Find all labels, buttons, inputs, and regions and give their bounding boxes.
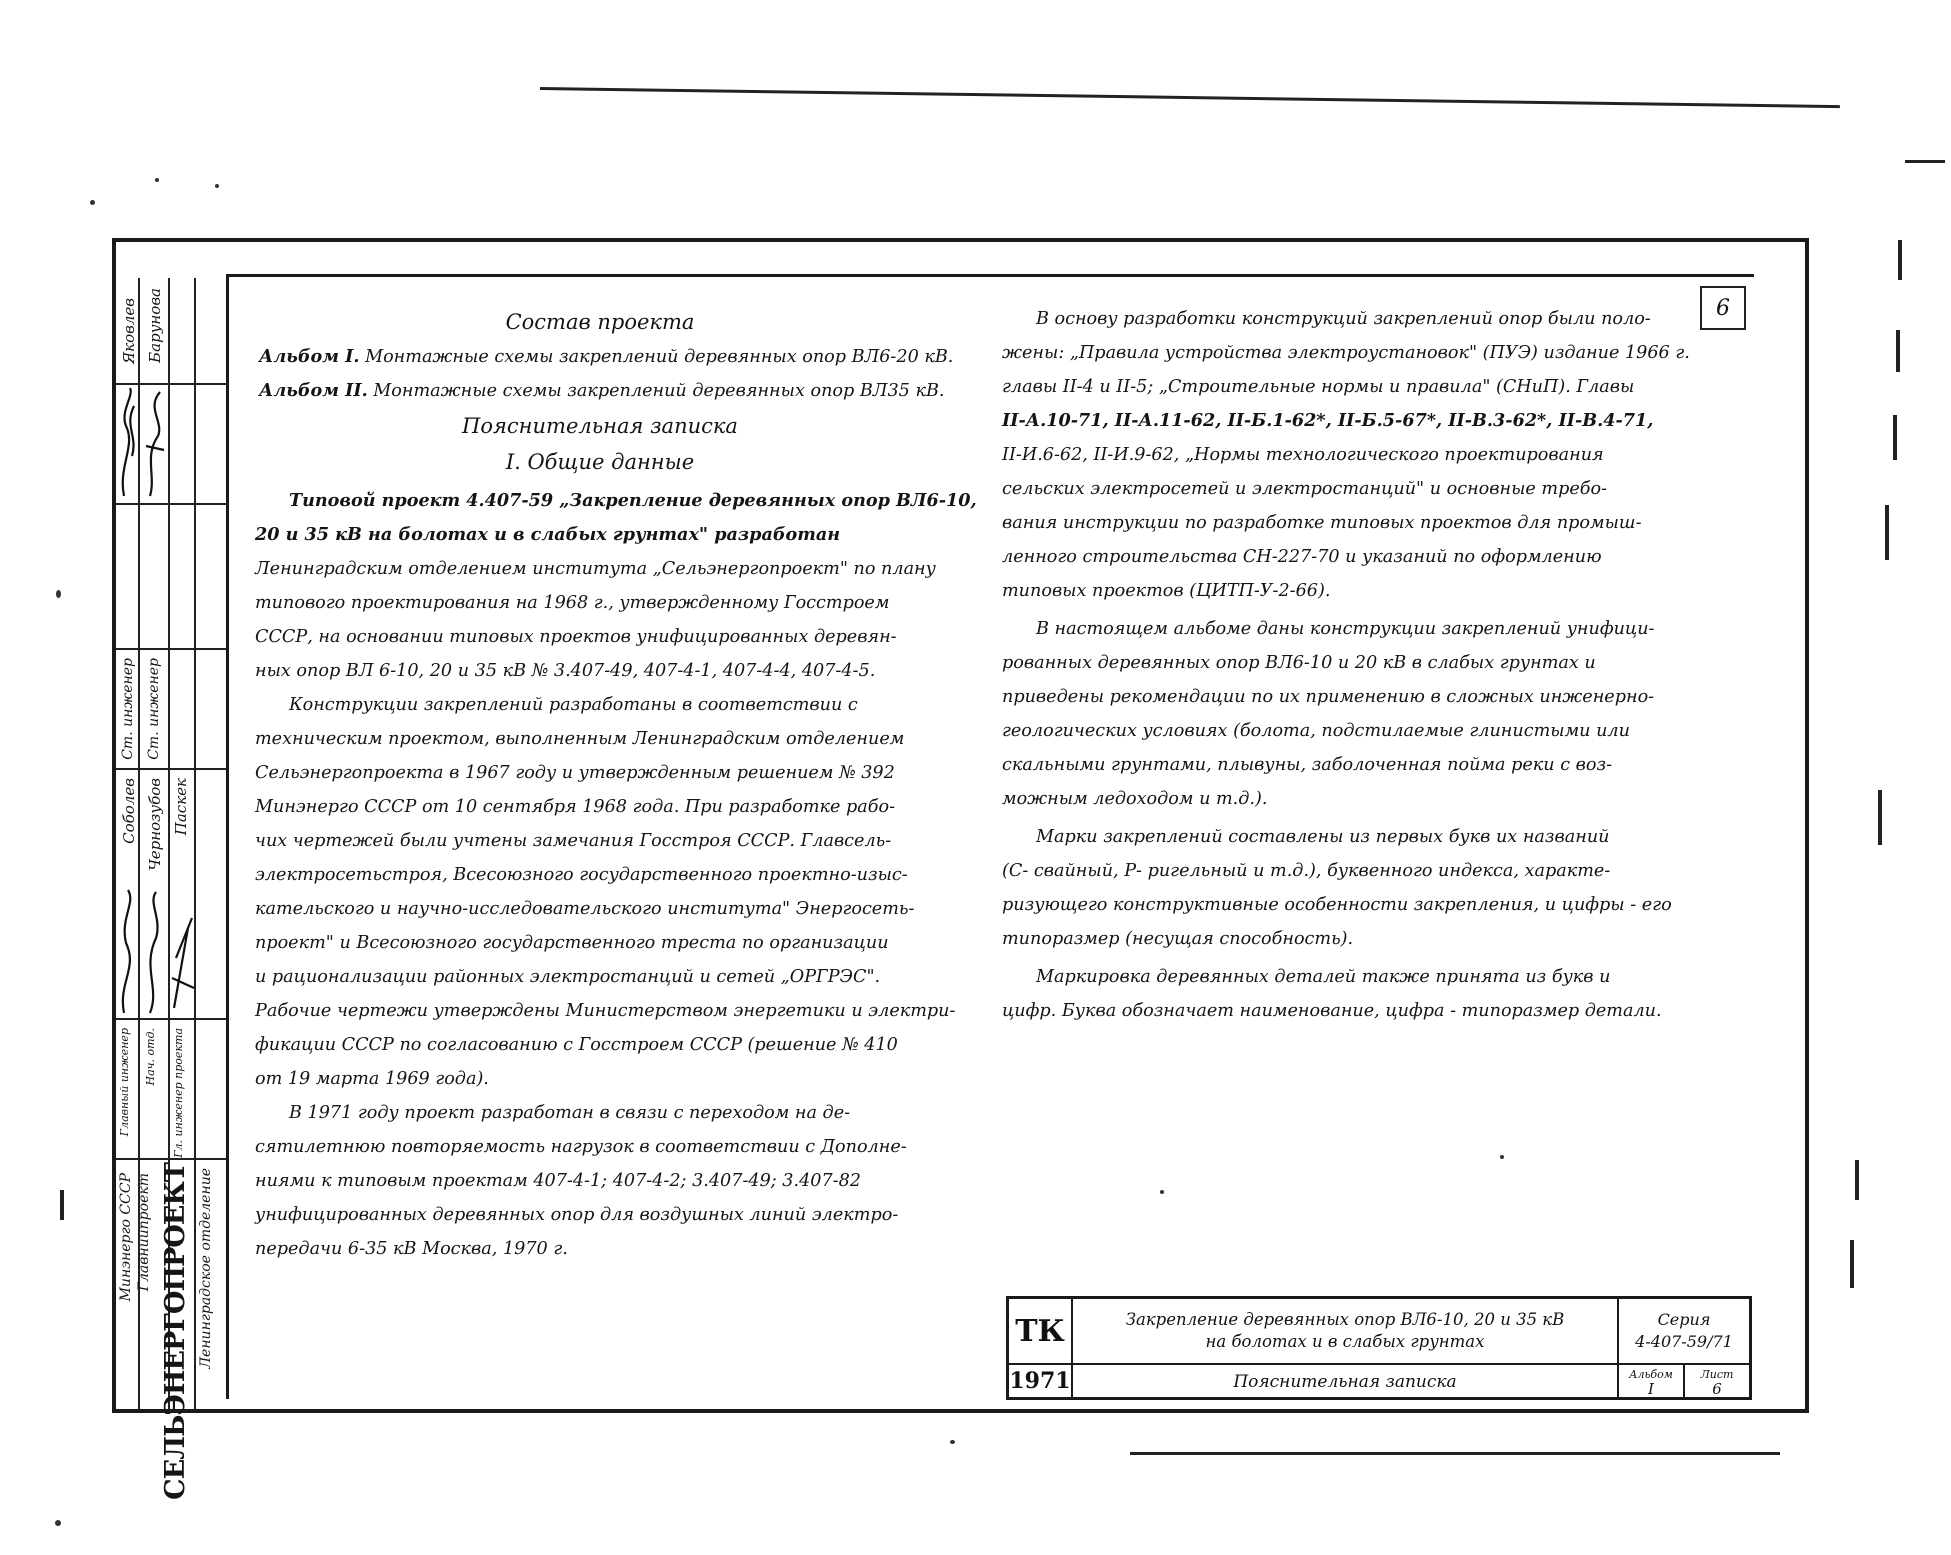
scan-artifact-top-line (540, 87, 1840, 108)
scan-speck (950, 1440, 955, 1444)
side-row-divider (116, 768, 226, 770)
scan-artifact-bottom-line (1130, 1452, 1780, 1455)
side-name-yakovlev: Яковлев (120, 298, 138, 364)
side-role-dept-head: Нач. отд. (144, 1028, 157, 1086)
paragraph-typical-project (255, 484, 977, 688)
paragraph-part-marking (1002, 960, 1702, 1028)
text-line: ленного строительства СН-227-70 и указаний по оформлению (1002, 547, 1602, 567)
text-line: проект" и Всесоюзного государственного треста по организации (255, 933, 889, 953)
text-line: унифицированных деревянных опор для воздушных линий электро- (255, 1205, 899, 1225)
text-line: электросетьстроя, Всесоюзного государственного проектно-изыс- (255, 865, 908, 885)
title-block-subtitle: Пояснительная записка (1233, 1372, 1457, 1392)
text-line: Ленинградским отделением института „Сельэнергопроект" по плану (255, 559, 936, 579)
title-block-title-line-2: на болотах и в слабых грунтах (1205, 1332, 1485, 1351)
paragraph-album-contents (1002, 612, 1702, 816)
text-line: Рабочие чертежи утверждены Министерством энергетики и электри- (255, 1001, 956, 1021)
scan-artifact-left-mark (60, 1190, 64, 1220)
text-line: приведены рекомендации по их применению в сложных инженерно- (1002, 687, 1655, 707)
paragraph-1971-revision (255, 1096, 945, 1266)
paragraph-designs (255, 688, 956, 1096)
title-block-title-line-1: Закрепление деревянных опор ВЛ6-10, 20 и 35 кВ (1125, 1310, 1565, 1329)
series-value: 4-407-59/71 (1635, 1332, 1733, 1351)
side-role-senior-engineer-1: Ст. инженер (120, 658, 136, 760)
scan-artifact-top-dash (1905, 160, 1945, 163)
scan-artifact-right-mark (1896, 330, 1900, 372)
title-block-code: ТК (1015, 1313, 1065, 1349)
text-line: В основу разработки конструкций закреплений опор были поло- (1036, 309, 1651, 329)
scan-artifact-right-mark (1898, 240, 1902, 280)
album-1-text: Монтажные схемы закреплений деревянных опор ВЛ6-20 кВ. (365, 347, 954, 367)
text-line: II-И.6-62, II-И.9-62, „Нормы технологического проектирования (1002, 445, 1604, 465)
text-line: сятилетнюю повторяемость нагрузок в соответствии с Дополне- (255, 1137, 907, 1157)
text-line: ниями к типовым проектам 407-4-1; 407-4-2; 3.407-49; 3.407-82 (255, 1171, 861, 1191)
side-institute: СЕЛЬЭНЕРГОПРОЕКТ (160, 1163, 191, 1500)
text-line: типоразмер (несущая способность). (1002, 929, 1354, 949)
text-line: Минэнерго СССР от 10 сентября 1968 года. При разработке рабо- (255, 797, 896, 817)
album-label: Альбом (1629, 1368, 1673, 1381)
text-line: сельских электросетей и электростанций" и основные требо- (1002, 479, 1608, 499)
text-line: Марки закреплений составлены из первых букв их названий (1036, 827, 1610, 847)
scan-artifact-right-mark (1855, 1160, 1859, 1200)
text-line: ризующего конструктивные особенности закрепления, и цифры - его (1002, 895, 1672, 915)
album-value: I (1648, 1380, 1654, 1398)
title-block-sheet (1685, 1365, 1749, 1399)
text-line: цифр. Буква обозначает наименование, цифра - типоразмер детали. (1002, 1001, 1662, 1021)
sheet-value: 6 (1712, 1380, 1722, 1398)
text-line: СССР, на основании типовых проектов унифицированных деревян- (255, 627, 897, 647)
paragraph-basis (1002, 302, 1702, 608)
text-line: можным ледоходом и т.д.). (1002, 789, 1268, 809)
scan-speck (56, 590, 61, 598)
sheet-label: Лист (1700, 1368, 1734, 1381)
scan-artifact-right-mark (1850, 1240, 1854, 1288)
text-line: чих чертежей были учтены замечания Госстроя СССР. Главсель- (255, 831, 892, 851)
scan-speck (215, 184, 219, 188)
side-row-divider (116, 1018, 226, 1020)
scan-artifact-right-mark (1885, 505, 1889, 560)
text-line: типового проектирования на 1968 г., утвержденному Госстроем (255, 593, 890, 613)
right-text-column (1002, 300, 1702, 1028)
text-line: рованных деревянных опор ВЛ6-10 и 20 кВ в слабых грунтах и (1002, 653, 1596, 673)
scan-speck (90, 200, 95, 205)
text-line: главы II-4 и II-5; „Строительные нормы и правила" (СНиП). Главы (1002, 377, 1635, 397)
page-number-box (1700, 286, 1746, 330)
text-line: ных опор ВЛ 6-10, 20 и 35 кВ № 3.407-49, 407-4-1, 407-4-4, 407-4-5. (255, 661, 876, 681)
album-1-line (255, 340, 954, 374)
series-label: Серия (1657, 1310, 1711, 1329)
scan-speck (155, 178, 159, 182)
side-name-paskek: Паскек (172, 778, 190, 836)
side-name-sobolev: Соболев (120, 778, 138, 844)
album-2-text: Монтажные схемы закреплений деревянных опор ВЛ35 кВ. (373, 381, 945, 401)
title-block-title (1073, 1299, 1617, 1363)
scan-speck (55, 1520, 61, 1526)
page-number: 6 (1716, 295, 1730, 321)
text-line: В 1971 году проект разработан в связи с переходом на де- (289, 1103, 851, 1123)
left-text-column (255, 300, 977, 1266)
side-org-line-1: Минэнерго СССР (118, 1173, 134, 1302)
section-heading-explanatory-note: Пояснительная записка (462, 414, 738, 438)
text-line: передачи 6-35 кВ Москва, 1970 г. (255, 1239, 568, 1259)
text-line: скальными грунтами, плывуны, заболоченная пойма реки с воз- (1002, 755, 1613, 775)
signature-mark (116, 888, 226, 1018)
text-line: Конструкции закреплений разработаны в соответствии с (289, 695, 858, 715)
side-role-chief-engineer: Главный инженер (118, 1028, 131, 1137)
text-line: вания инструкции по разработке типовых проектов для промыш- (1002, 513, 1642, 533)
text-line: 20 и 35 кВ на болотах и в слабых грунтах" разработан (255, 524, 841, 545)
side-org-line-2: Главниипроект (136, 1173, 152, 1292)
album-2-label: Альбом II. (259, 380, 368, 401)
scan-artifact-right-mark (1893, 415, 1897, 460)
text-line: Сельэнергопроекта в 1967 году и утвержденным решением № 392 (255, 763, 895, 783)
text-line: (С- свайный, Р- ригельный и т.д.), буквенного индекса, характе- (1002, 861, 1611, 881)
title-block-year: 1971 (1009, 1368, 1071, 1394)
text-line: Типовой проект 4.407-59 „Закрепление деревянных опор ВЛ6-10, (289, 490, 977, 511)
side-row-divider (116, 1158, 226, 1160)
text-line: типовых проектов (ЦИТП-У-2-66). (1002, 581, 1331, 601)
text-line: геологических условиях (болота, подстилаемые глинистыми или (1002, 721, 1630, 741)
album-2-line (255, 374, 945, 408)
text-line: Маркировка деревянных деталей также принята из букв и (1036, 967, 1611, 987)
album-1-label: Альбом I. (259, 346, 360, 367)
text-line: от 19 марта 1969 года). (255, 1069, 489, 1089)
title-block (1006, 1296, 1752, 1400)
side-name-barunova: Барунова (146, 288, 164, 363)
text-line: жены: „Правила устройства электроустановок" (ПУЭ) издание 1966 г. (1002, 343, 1690, 363)
text-line: II-А.10-71, II-А.11-62, II-Б.1-62*, II-Б.5-67*, II-В.3-62*, II-В.4-71, (1002, 410, 1654, 431)
side-role-senior-engineer-2: Ст. инженер (146, 658, 162, 760)
section-heading-general-data: I. Общие данные (505, 450, 695, 474)
side-row-divider (116, 648, 226, 650)
side-name-chernozubov: Чернозубов (146, 778, 164, 871)
side-branch: Ленинградское отделение (198, 1168, 214, 1369)
section-heading-project-composition: Состав проекта (505, 310, 695, 334)
paragraph-marks (1002, 820, 1702, 956)
title-block-series (1619, 1299, 1749, 1363)
scan-artifact-right-mark (1878, 790, 1882, 845)
side-stamp-block (116, 278, 226, 1500)
side-role-chief-project-engineer: Гл. инженер проекта (172, 1028, 185, 1158)
text-line: В настоящем альбоме даны конструкции закреплений унифици- (1036, 619, 1655, 639)
side-row-divider (116, 383, 226, 385)
text-line: техническим проектом, выполненным Ленинградским отделением (255, 729, 905, 749)
text-line: фикации СССР по согласованию с Госстроем СССР (решение № 410 (255, 1035, 898, 1055)
text-line: кательского и научно-исследовательского института" Энергосеть- (255, 899, 915, 919)
title-block-album (1619, 1365, 1683, 1399)
signature-mark (116, 386, 226, 506)
text-line: и рационализации районных электростанций и сетей „ОРГРЭС". (255, 967, 881, 987)
